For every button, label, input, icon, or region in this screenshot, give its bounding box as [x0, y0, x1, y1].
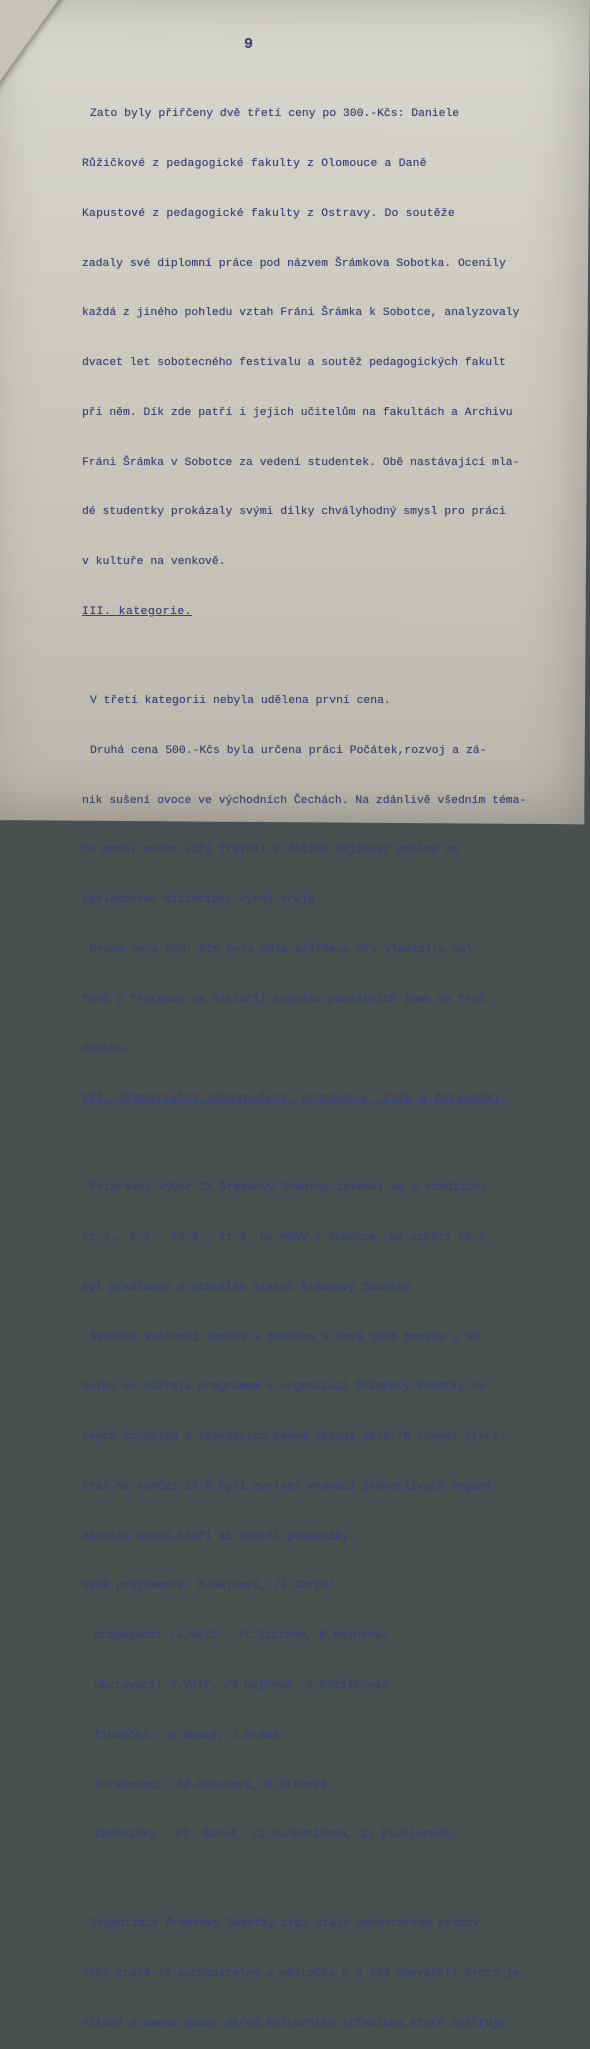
section-list-item: stravovací: Zd.Holubová, D.Bílková — [94, 1779, 327, 1792]
section-list-item: Úsek programový: M.Hejnová, /J.Chrpa/ — [82, 1580, 335, 1593]
folded-corner — [0, 0, 65, 111]
text-line: krát.Na schůzi 13.5.byli zvoleni vedoucí jednotlivých organi- — [82, 1480, 499, 1493]
text-line: fovi z Trutnova za Historii soupisu pomístních jmen na Trut- — [82, 993, 493, 1006]
spacer — [82, 1141, 522, 1147]
section-heading: III. kategorie. — [82, 606, 193, 618]
section-list-item: propagační :J.Volf - /L.Sittová, M.Hejnová/ — [94, 1630, 388, 1643]
text-line: nik sušení ovoce ve východních Čechách. Na zdánlivě všedním téma- — [82, 794, 527, 807]
text-line: Přípravný výbor XX.Šrámkovy Sobotky zasedal ve 4 schůzích: — [90, 1182, 487, 1195]
text-line: novsku. — [82, 1043, 130, 1056]
text-line: Zato byly přiřčeny dvě třetí ceny po 300.-Kčs: Daniele — [90, 108, 460, 121]
page-number: 9 — [244, 36, 254, 53]
section-list-item: ubytovací: J.Volf, /M.Hejnová ,O.Býčišťová/ — [94, 1680, 388, 1692]
text-line: Školská kulturní komise v Sobotce a Osvě tová beseda v So- — [90, 1331, 487, 1344]
text-line: níků,které je pochopitelný u městečka s 2 280 obyvateli.Proto je — [82, 1968, 520, 1981]
section-heading: VII. Organizační zabezpečení, propagace ,tisk a Zpravodaj. — [82, 1093, 508, 1106]
text-line: byl předložen a schválen statut Šrámkovy Sobotky. — [82, 1281, 417, 1294]
text-line: začních úseků,kteří si opatří pomocníky. — [82, 1530, 356, 1543]
text-line: tu podal autor Jiří Treybal z Jičína zajímavý pohled na — [82, 844, 458, 857]
text-line: botce se obírala programem a organizací Šrámkovy Sobotky na — [82, 1381, 486, 1394]
text-line: každá z jiného pohledu vztah Fráni Šrámka k Sobotce, analyzovaly — [82, 307, 520, 320]
text-line: v kultuře na venkově. — [82, 556, 226, 569]
spacer — [82, 1877, 522, 1883]
text-line: společensko-historický vývoj kraje. — [82, 894, 322, 907]
typed-text-body — [82, 73, 527, 2049]
text-line: vítaná a cenná pomoc Okres.kulturního střediska,které opatřuje — [82, 2017, 506, 2030]
text-line: V třetí kategorii nebyla udělena první cena. — [90, 694, 391, 707]
text-line: dé studentky prokázaly svými dílky chvályhodný smysl pro práci — [82, 506, 506, 519]
text-line: Fráni Šrámka v Sobotce za vedení studentek. Obě nastávající mla- — [82, 456, 520, 469]
text-line: Druhá cena 500.-Kčs byla určena práci Počátek,rozvoj a zá- — [90, 744, 487, 757]
section-list-item: finanční : O.Beneš, J.Vráma — [94, 1729, 279, 1742]
text-line: 11.3., 8.4., 13.5., 11.6. na MěNV v Sobotce .Na schůzi 13.5. — [82, 1231, 493, 1244]
text-line: zadaly své diplomní práce pod názvem Šrámkova Sobotka. Ocenily — [82, 257, 506, 270]
section-list-item: technický : Př. Bureš, /J.Ouředníková, Zl.Fiedlerová/ — [94, 1829, 457, 1842]
text-line: svých schůzích a zasedáních,během období 1975/76 rovněž čtyři- — [82, 1431, 506, 1444]
text-line: Kapustové z pedagogické fakulty z Ostravy. Do soutěže — [82, 207, 455, 220]
text-line: Růžičkové z pedagogické fakulty z Olomouce a Daně — [82, 157, 427, 170]
text-line: Druhá cena 500.-Kčs byla dále přiřčena Dru Vladimíru Wol- — [90, 943, 480, 956]
text-line: Organizace Šrámkovy Sobotky trpí stále nedostatkem pracov- — [90, 1918, 487, 1931]
spacer — [82, 654, 522, 660]
text-line: při něm. Dík zde patří i jejich učitelům na fakultách a Archivu — [82, 406, 513, 419]
text-line: dvacet let sobotecného festivalu a soutěž pedagogických fakult — [82, 357, 506, 370]
